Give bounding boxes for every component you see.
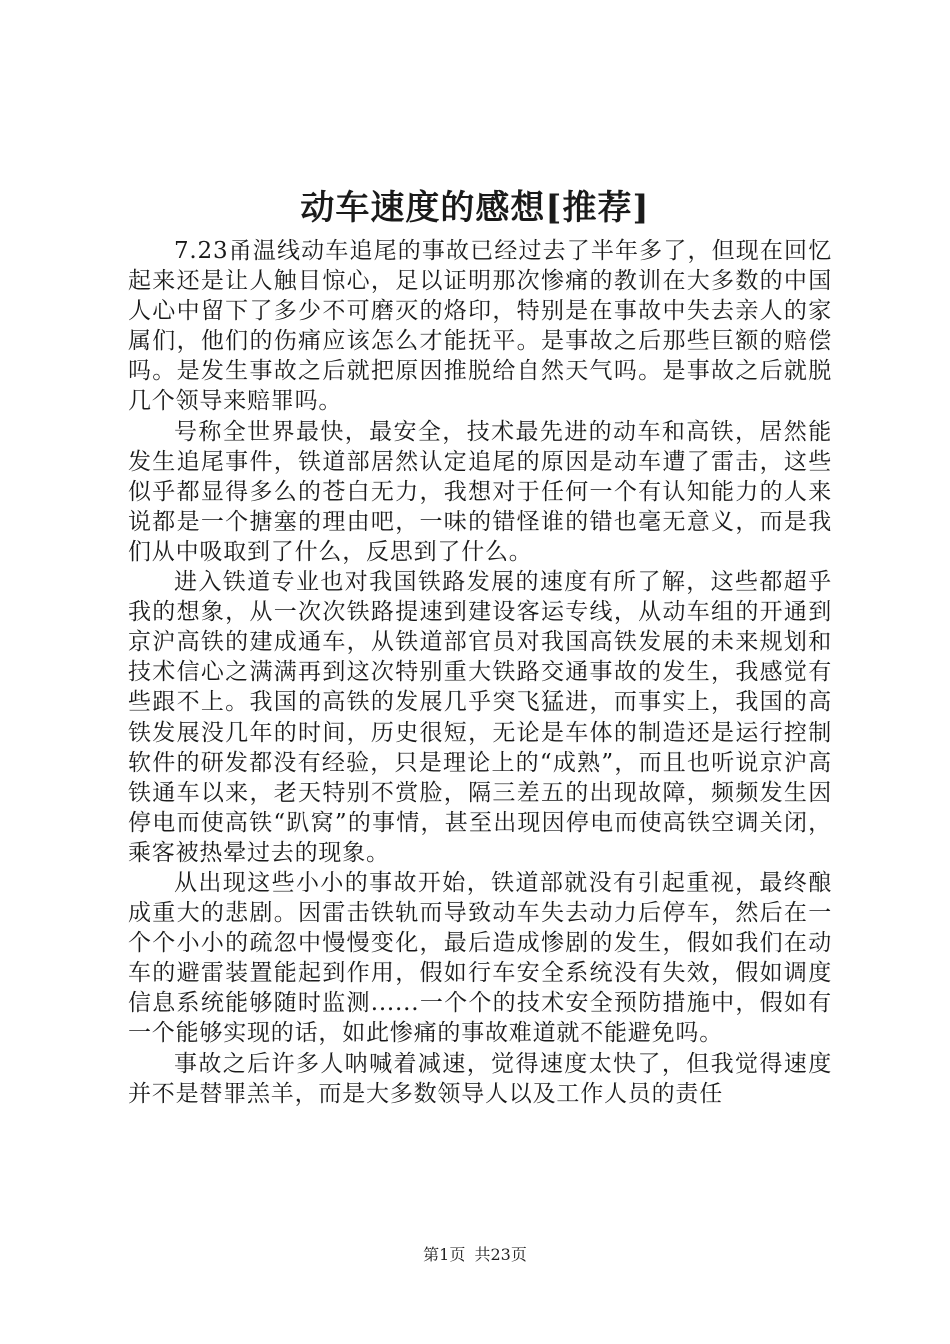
page-total: 共23页 [474,1245,527,1264]
paragraph-5: 事故之后许多人呐喊着减速，觉得速度太快了，但我觉得速度并不是替罪羔羊，而是大多数领导人以及工作人员的责任 [128,1050,832,1107]
document-title: 动车速度的感想[推荐] [300,188,650,228]
page-footer [0,1244,950,1266]
paragraph-4: 从出现这些小小的事故开始，铁道部就没有引起重视，最终酿成重大的悲剧。因雷击铁轨而导致动车失去动力后停车，然后在一个个小小的疏忽中慢慢变化，最后造成惨剧的发生，假如我们在动车的避雷装置能起到作用，假如行车安全系统没有失效，假如调度信息系统能够随时监测......一个个的技术安全预防措施中，假如有一个能够实现的话，如此惨痛的事故难道就不能避免吗。 [128,869,832,1047]
paragraph-3: 进入铁道专业也对我国铁路发展的速度有所了解，这些都超乎我的想象，从一次次铁路提速到建设客运专线，从动车组的开通到京沪高铁的建成通车，从铁道部官员对我国高铁发展的未来规划和技术信心之满满再到这次特别重大铁路交通事故的发生，我感觉有些跟不上。我国的高铁的发展几乎突飞猛进，而事实上，我国的高铁发展没几年的时间，历史很短，无论是车体的制造还是运行控制软件的研发都没有经验，只是理论上的“成熟”，而且也听说京沪高铁通车以来，老天特别不赏脸，隔三差五的出现故障，频频发生因停电而使高铁“趴窝”的事情，甚至出现因停电而使高铁空调关闭，乘客被热晕过去的现象。 [128,569,832,866]
document-body [128,236,832,1109]
page-number: 第1页 [423,1245,466,1264]
paragraph-1: 7.23甬温线动车追尾的事故已经过去了半年多了，但现在回忆起来还是让人触目惊心，足以证明那次惨痛的教训在大多数的中国人心中留下了多少不可磨灭的烙印，特别是在事故中失去亲人的家属们，他们的伤痛应该怎么才能抚平。是事故之后那些巨额的赔偿吗。是发生事故之后就把原因推脱给自然天气吗。是事故之后就脱几个领导来赔罪吗。 [128,238,832,415]
paragraph-2: 号称全世界最快，最安全，技术最先进的动车和高铁，居然能发生追尾事件，铁道部居然认定追尾的原因是动车遭了雷击，这些似乎都显得多么的苍白无力，我想对于任何一个有认知能力的人来说都是一个搪塞的理由吧，一味的错怪谁的错也毫无意义，而是我们从中吸取到了什么，反思到了什么。 [128,418,832,565]
